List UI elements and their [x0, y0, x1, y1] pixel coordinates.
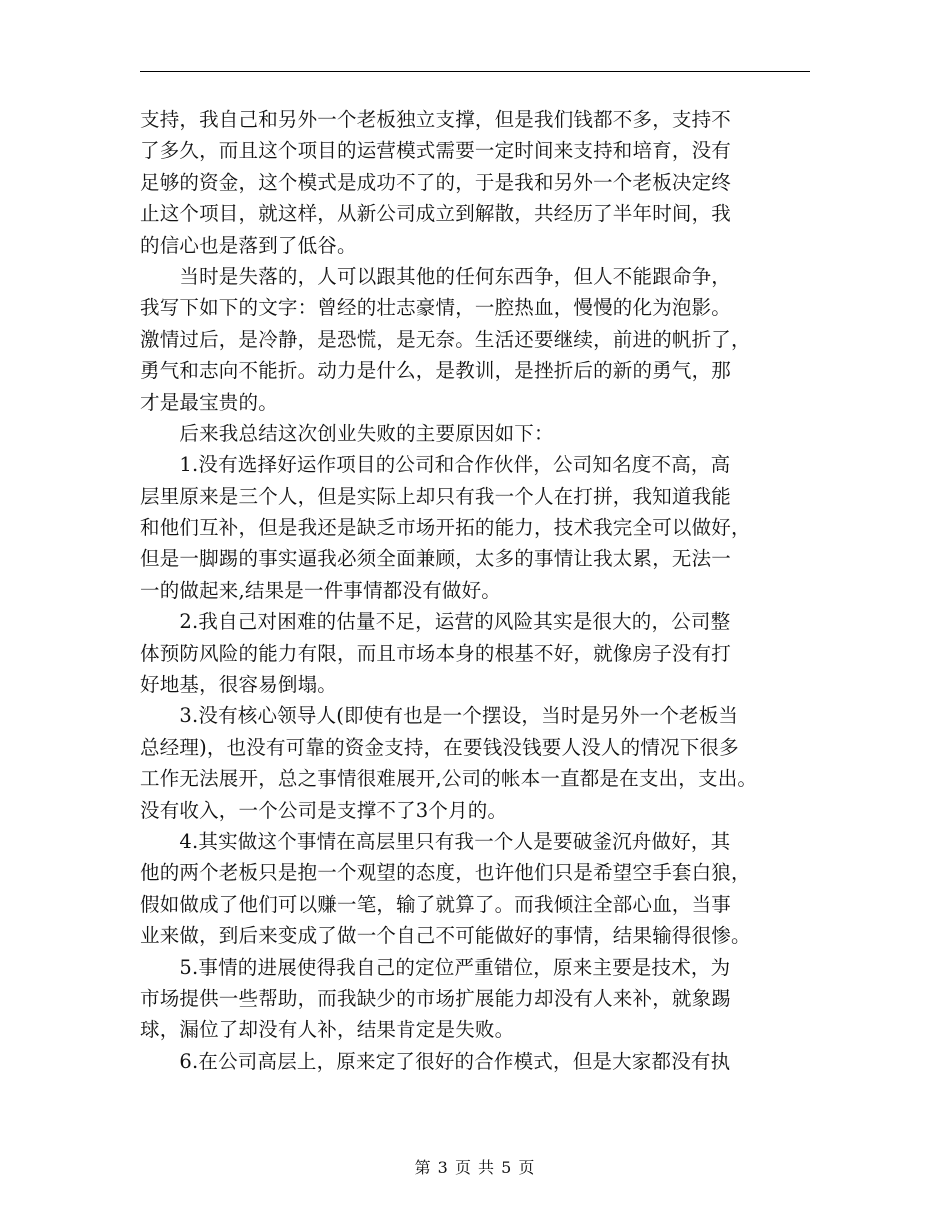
text-line: 5.事情的进展使得我自己的定位严重错位，原来主要是技术，为	[140, 955, 731, 979]
page-footer: 第 3 页 共 5 页	[414, 1158, 536, 1177]
text-line: 没有收入，一个公司是支撑不了3个月的。	[140, 798, 508, 822]
header-rule	[140, 71, 810, 72]
text-line: 业来做，到后来变成了做一个自己不可能做好的事情，结果输得很惨。	[140, 924, 751, 948]
text-line: 6.在公司高层上，原来定了很好的合作模式，但是大家都没有执	[140, 1049, 731, 1073]
text-line: 好地基，很容易倒塌。	[140, 673, 338, 697]
text-line: 体预防风险的能力有限，而且市场本身的根基不好，就像房子没有打	[140, 641, 732, 665]
text-line: 的信心也是落到了低谷。	[140, 233, 357, 257]
paragraph	[140, 449, 812, 606]
text-line: 一的做起来,结果是一件事情都没有做好。	[140, 578, 501, 602]
paragraph	[140, 826, 812, 952]
text-line: 总经理)，也没有可靠的资金支持，在要钱没钱要人没人的情况下很多	[140, 735, 739, 759]
text-line: 他的两个老板只是抱一个观望的态度，也许他们只是希望空手套白狼，	[140, 861, 751, 885]
paragraph	[140, 104, 812, 261]
paragraph	[140, 261, 812, 418]
text-line: 才是最宝贵的。	[140, 390, 278, 414]
paragraph	[140, 952, 812, 1046]
text-line: 我写下如下的文字：曾经的壮志豪情，一腔热血，慢慢的化为泡影。	[140, 296, 732, 320]
text-line: 激情过后，是冷静，是恐慌，是无奈。生活还要继续，前进的帆折了，	[140, 327, 751, 351]
text-line: 和他们互补，但是我还是缺乏市场开拓的能力，技术我完全可以做好，	[140, 516, 751, 540]
paragraph	[140, 1046, 812, 1077]
text-line: 支持，我自己和另外一个老板独立支撑，但是我们钱都不多，支持不	[140, 108, 732, 131]
text-line: 球，漏位了却没有人补，结果肯定是失败。	[140, 1018, 515, 1042]
text-line: 但是一脚踢的事实逼我必须全面兼顾，太多的事情让我太累，无法一	[140, 547, 732, 571]
text-line: 2.我自己对困难的估量不足，运营的风险其实是很大的，公司整	[140, 610, 731, 634]
text-line: 了多久，而且这个项目的运营模式需要一定时间来支持和培育，没有	[140, 139, 732, 163]
paragraph	[140, 418, 812, 449]
text-line: 止这个项目，就这样，从新公司成立到解散，共经历了半年时间，我	[140, 202, 732, 226]
text-line: 假如做成了他们可以赚一笔，输了就算了。而我倾注全部心血，当事	[140, 892, 732, 916]
paragraph	[140, 700, 812, 826]
text-line: 当时是失落的，人可以跟其他的任何东西争，但人不能跟命争，	[140, 264, 732, 288]
text-line: 4.其实做这个事情在高层里只有我一个人是要破釜沉舟做好，其	[140, 829, 731, 853]
text-line: 工作无法展开，总之事情很难展开,公司的帐本一直都是在支出，支出。	[140, 767, 758, 791]
text-line: 足够的资金，这个模式是成功不了的，于是我和另外一个老板决定终	[140, 170, 732, 194]
text-line: 后来我总结这次创业失败的主要原因如下：	[140, 421, 554, 445]
paragraph	[140, 606, 812, 700]
document-body	[140, 104, 812, 1077]
text-line: 勇气和志向不能折。动力是什么，是教训，是挫折后的新的勇气，那	[140, 359, 732, 383]
text-line: 层里原来是三个人，但是实际上却只有我一个人在打拼，我知道我能	[140, 484, 732, 508]
text-line: 市场提供一些帮助，而我缺少的市场扩展能力却没有人来补，就象踢	[140, 986, 732, 1010]
text-line: 1.没有选择好运作项目的公司和合作伙伴，公司知名度不高，高	[140, 453, 731, 477]
text-line: 3.没有核心领导人(即使有也是一个摆设，当时是另外一个老板当	[140, 704, 739, 728]
